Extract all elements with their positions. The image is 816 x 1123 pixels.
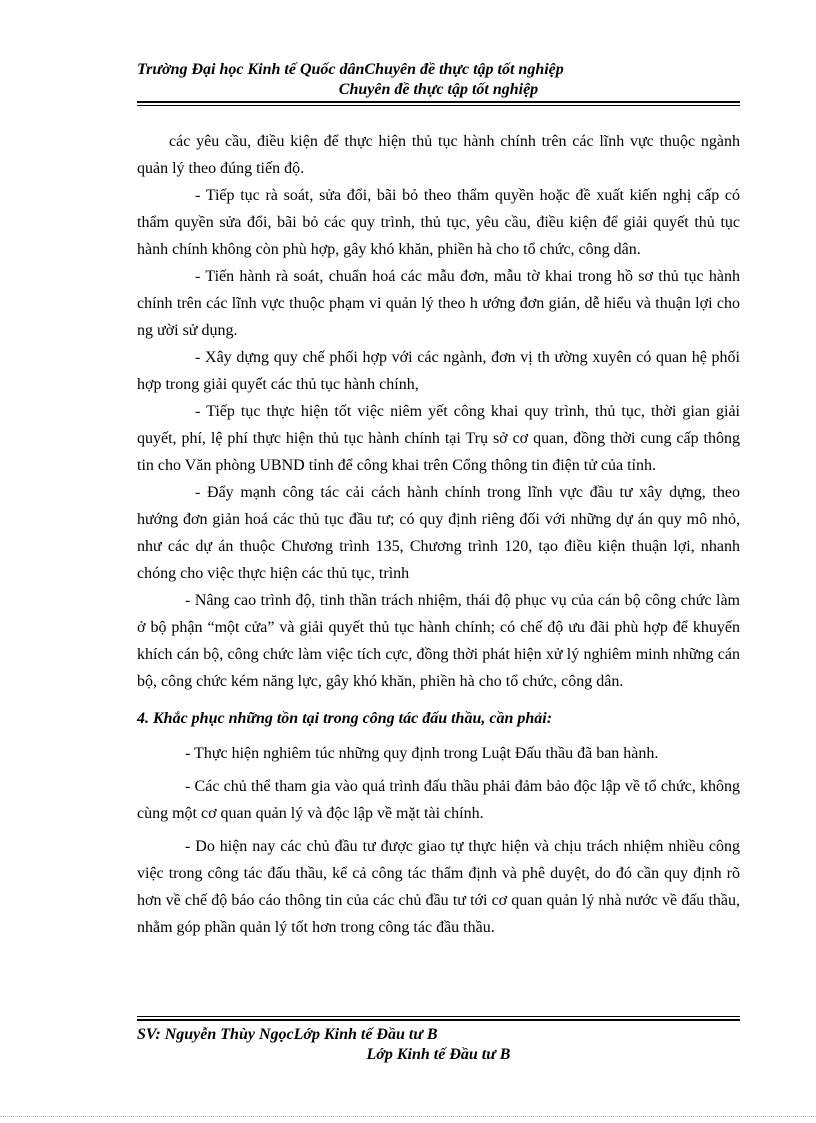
paragraph: - Tiếp tục thực hiện tốt việc niêm yết công khai quy trình, thủ tục, thời gian giải quyết, phí, lệ phí thực hiện thủ tục hành chính tại Trụ sở cơ quan, đồng thời cung cấp thông tin cho Văn phòng UBND tỉnh để công khai trên Cổng thông tin điện tử của tỉnh. [137,403,740,474]
header-rule [137,101,740,106]
footer-student: SV: Nguyễn Thùy NgọcLớp Kinh tế Đầu tư B [137,1026,438,1043]
paragraph: - Xây dựng quy chế phối hợp với các ngành, đơn vị th ường xuyên có quan hệ phối hợp trong giải quyết các thủ tục hành chính, [137,349,740,393]
paragraph: các yêu cầu, điều kiện để thực hiện thủ tục hành chính trên các lĩnh vực thuộc ngành quản lý theo đúng tiến độ. [137,133,740,177]
header-title: Trường Đại học Kinh tế Quốc dânChuyên đề thực tập tốt nghiệp [137,61,564,78]
paragraph: - Do hiện nay các chủ đầu tư được giao tự thực hiện và chịu trách nhiệm nhiều công việc trong công tác đấu thầu, kể cả công tác thẩm định và phê duyệt, do đó cần quy định rõ hơn về chế độ báo cáo thông tin của các chủ đầu tư tới cơ quan quản lý nhà nước về đấu thầu, nhằm góp phần quản lý tốt hơn trong công tác đầu thầu. [137,838,740,936]
paragraph: - Các chủ thể tham gia vào quá trình đấu thầu phải đảm bảo độc lập về tổ chức, không cùng một cơ quan quản lý và độc lập về mặt tài chính. [137,778,740,822]
paragraph: - Nâng cao trình độ, tinh thần trách nhiệm, thái độ phục vụ của cán bộ công chức làm ở bộ phận “một cửa” và giải quyết thủ tục hành chính; có chế độ ưu đãi phù hợp để khuyến khích cán bộ, công chức làm việc tích cực, đồng thời phát hiện xử lý nghiêm minh những cán bộ, công chức kém năng lực, gây khó khăn, phiền hà cho tổ chức, công dân. [137,592,740,690]
page-edge-divider [0,1116,816,1117]
page-header [137,60,740,106]
header-subtitle: Chuyên đề thực tập tốt nghiệp [338,81,539,98]
paragraph: - Tiến hành rà soát, chuẩn hoá các mẫu đơn, mẫu tờ khai trong hồ sơ thủ tục hành chính trên các lĩnh vực thuộc phạm vi quản lý theo h ướng đơn giản, dễ hiểu và thuận lợi cho ng ười sử dụng. [137,268,740,339]
section-heading: 4. Khắc phục những tồn tại trong công tác đấu thầu, cần phải: [137,710,553,727]
page-footer [137,1016,740,1065]
footer-class: Lớp Kinh tế Đầu tư B [366,1046,511,1063]
paragraph: - Đẩy mạnh công tác cải cách hành chính trong lĩnh vực đầu tư xây dựng, theo hướng đơn giản hoá các thủ tục đầu tư; có quy định riêng đối với những dự án quy mô nhỏ, như các dự án thuộc Chương trình 135, Chương trình 120, tạo điều kiện thuận lợi, nhanh chóng cho việc thực hiện các thủ tục, trình [137,484,740,582]
paragraph: - Thực hiện nghiêm túc những quy định trong Luật Đấu thầu đã ban hành. [185,745,659,762]
paragraph: - Tiếp tục rà soát, sửa đổi, bãi bỏ theo thẩm quyền hoặc đề xuất kiến nghị cấp có thẩm quyền sửa đổi, bãi bỏ các quy trình, thủ tục, yêu cầu, điều kiện để giải quyết thủ tục hành chính không còn phù hợp, gây khó khăn, phiền hà cho tổ chức, công dân. [137,187,740,258]
document-body [137,128,740,941]
footer-rule [137,1016,740,1017]
footer-rule [137,1019,740,1021]
